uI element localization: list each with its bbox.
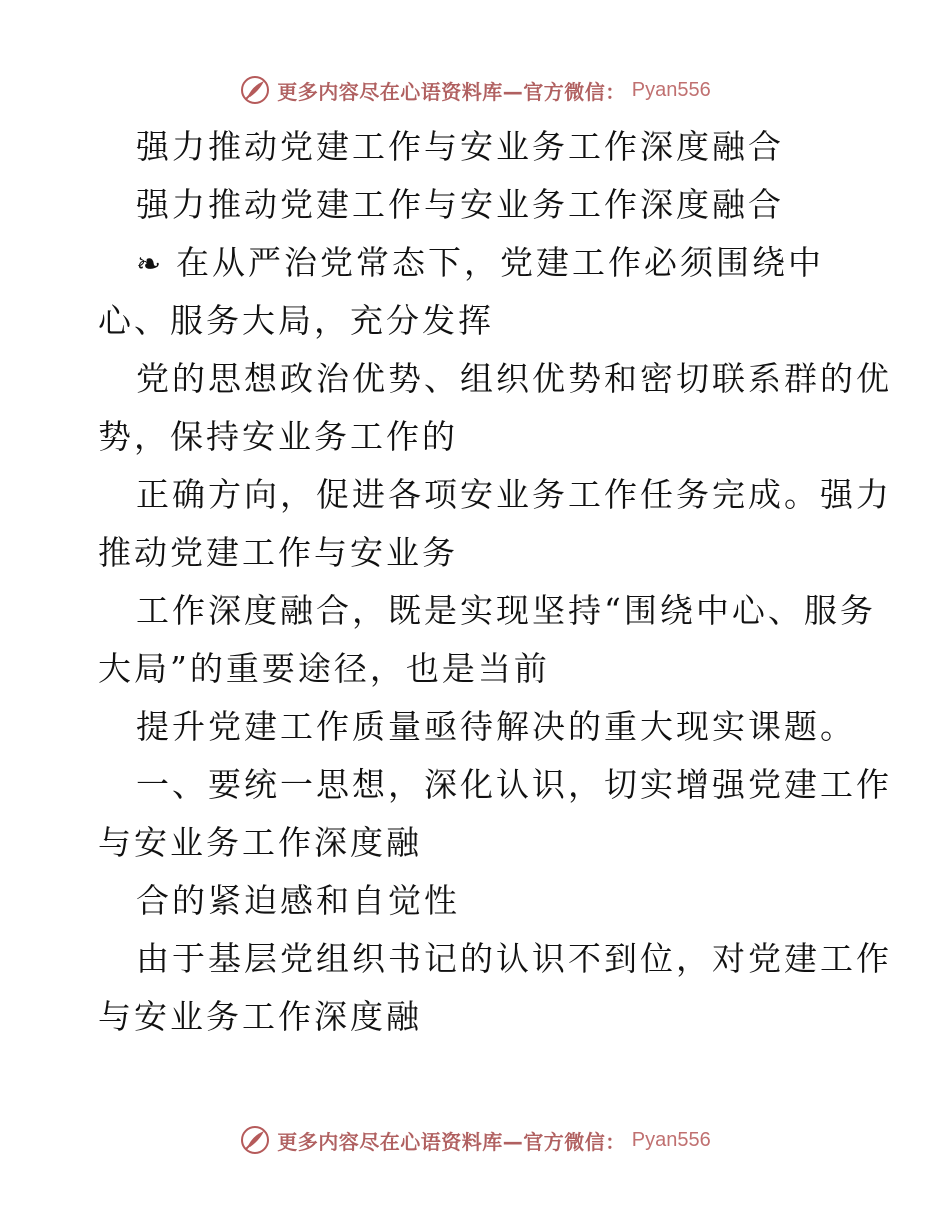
header-banner-contact: Pyan556 (631, 78, 711, 101)
text-line-content: 势，保持安业务工作的 (98, 417, 458, 456)
text-line-content: 合的紧迫感和自觉性 (136, 881, 460, 920)
text-line (98, 466, 892, 524)
text-line (98, 524, 858, 582)
text-line (98, 234, 858, 292)
header-banner (0, 70, 950, 110)
text-line-content: 由于基层党组织书记的认识不到位，对党建工作 (136, 939, 892, 978)
footer-banner-contact: Pyan556 (631, 1128, 711, 1151)
fleuron-bullet-icon: ❧ (136, 247, 162, 282)
text-line-content: 在从严治党常态下，党建工作必须围绕中 (176, 243, 824, 282)
text-line (98, 176, 858, 234)
text-line-content: 党的思想政治优势、组织优势和密切联系群的优 (136, 359, 892, 398)
text-line-content: 正确方向，促进各项安业务工作任务完成。强力 (136, 475, 892, 514)
footer-banner (0, 1120, 950, 1160)
text-line (98, 698, 858, 756)
quill-pen-logo-icon (239, 1124, 271, 1156)
text-line (98, 756, 892, 814)
text-line (98, 408, 858, 466)
text-line (98, 814, 858, 872)
text-line-content: 一、要统一思想，深化认识，切实增强党建工作 (136, 765, 892, 804)
text-line (98, 872, 858, 930)
text-line (98, 118, 858, 176)
text-line-content: 推动党建工作与安业务 (98, 533, 458, 572)
quill-pen-logo-icon (239, 74, 271, 106)
text-line (98, 988, 858, 1046)
text-line-content: 与安业务工作深度融 (98, 823, 422, 862)
text-line (98, 582, 876, 640)
text-line-content: 大局”的重要途径，也是当前 (98, 649, 550, 688)
text-line (98, 292, 858, 350)
text-line-content: 工作深度融合，既是实现坚持“围绕中心、服务 (136, 591, 876, 630)
text-line-content: 与安业务工作深度融 (98, 997, 422, 1036)
text-line-content: 心、服务大局，充分发挥 (98, 301, 494, 340)
text-line (98, 930, 892, 988)
header-banner-text: 更多内容尽在心语资料库—官方微信： (277, 79, 626, 104)
text-line-content: 提升党建工作质量亟待解决的重大现实课题。 (136, 707, 856, 746)
document-body (98, 118, 892, 1046)
text-line (98, 640, 858, 698)
footer-banner-text: 更多内容尽在心语资料库—官方微信： (277, 1129, 626, 1154)
text-line (98, 350, 892, 408)
text-line-content: 强力推动党建工作与安业务工作深度融合 (136, 185, 784, 224)
text-line-content: 强力推动党建工作与安业务工作深度融合 (136, 127, 784, 166)
